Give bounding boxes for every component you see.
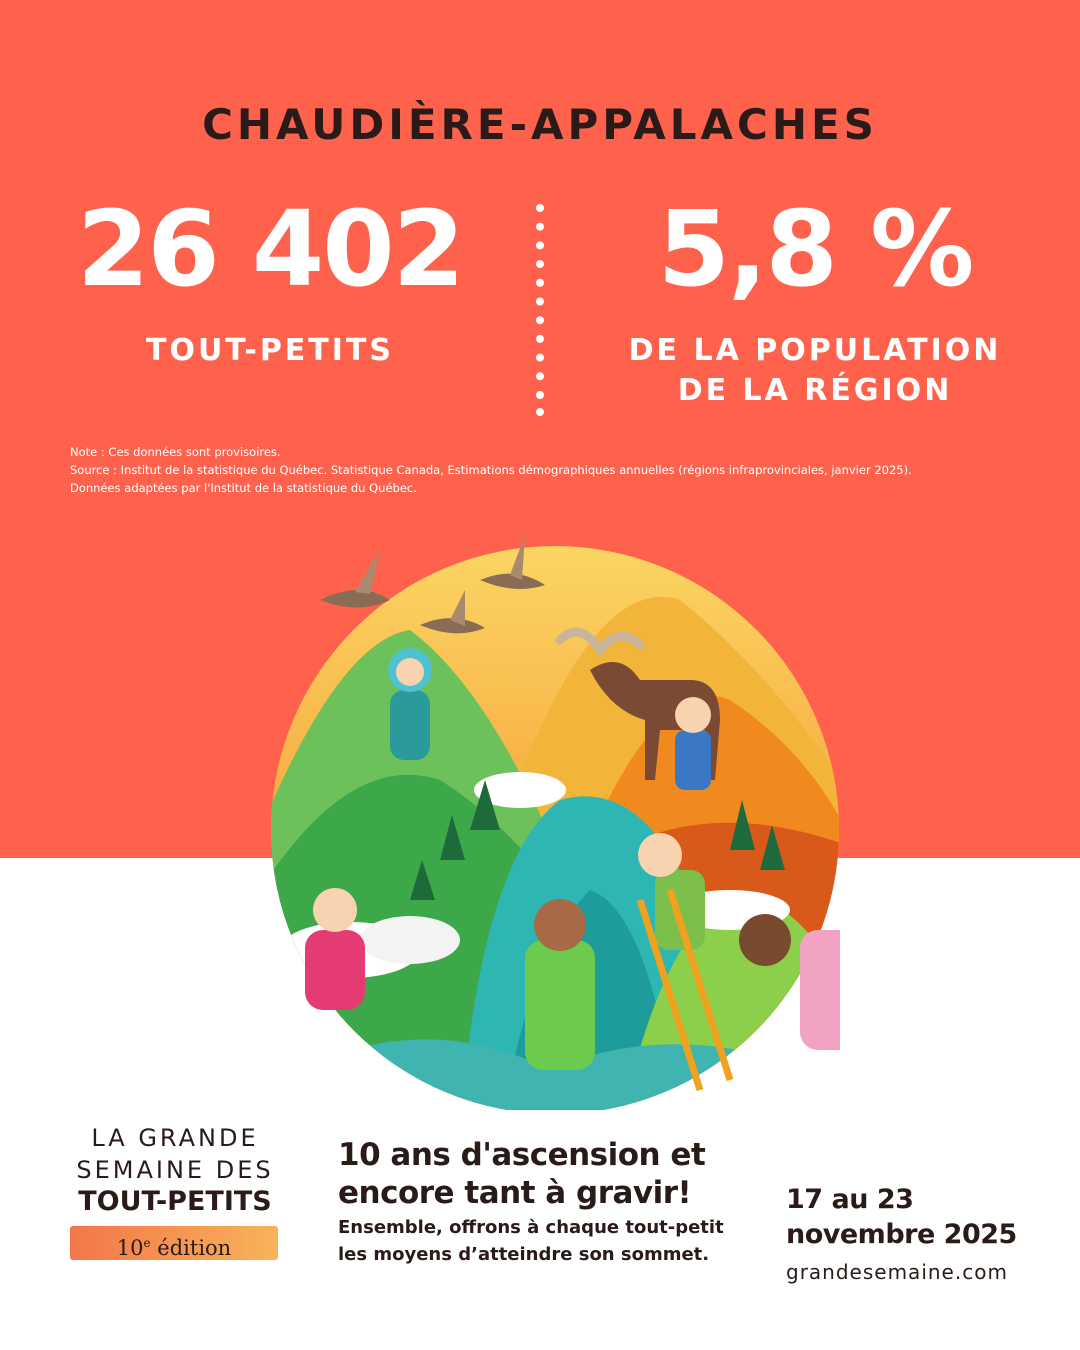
population-share-label-line2: DE LA RÉGION	[677, 373, 953, 408]
tagline-sub-line2: les moyens d’atteindre son sommet.	[338, 1244, 710, 1265]
children-count-value: 26 402	[76, 188, 464, 310]
edition-word: édition	[150, 1236, 232, 1260]
population-share-label-line1: DE LA POPULATION	[628, 333, 1002, 368]
tagline-title-line2: encore tant à gravir!	[338, 1175, 692, 1211]
dotted-divider	[536, 204, 544, 416]
brand-logo	[70, 1122, 280, 1260]
children-count-label: TOUT-PETITS	[145, 333, 394, 368]
edition-number: 10	[116, 1236, 144, 1260]
adaptation-line: Données adaptées par l'Institut de la statistique du Québec.	[70, 481, 417, 495]
brand-line-3: TOUT-PETITS	[78, 1186, 272, 1217]
event-details	[786, 1182, 1017, 1288]
event-date-line1: 17 au 23	[786, 1184, 914, 1215]
event-date-line2: novembre 2025	[786, 1219, 1017, 1250]
source-notes	[70, 443, 1030, 497]
tagline-sub-line1: Ensemble, offrons à chaque tout-petit	[338, 1217, 724, 1238]
website-link[interactable]: grandesemaine.com	[786, 1260, 1008, 1284]
paper-craft-mountain-children-moose-geese-illustration	[260, 530, 840, 1110]
brand-line-1: LA GRANDE	[91, 1124, 259, 1152]
brand-line-2: SEMAINE DES	[76, 1156, 274, 1184]
population-share-label	[590, 331, 1040, 411]
campaign-tagline	[338, 1136, 758, 1268]
region-title: CHAUDIÈRE-APPALACHES	[202, 100, 878, 149]
tagline-title-line1: 10 ans d'ascension et	[338, 1137, 706, 1173]
population-share-value: 5,8 %	[657, 188, 973, 310]
edition-suffix: e	[143, 1236, 151, 1250]
source-line: Source : Institut de la statistique du Québec. Statistique Canada, Estimations démographiques annuelles (régions infraprovinciales, janvier 2025).	[70, 463, 912, 477]
edition-badge	[70, 1226, 278, 1260]
note-line: Note : Ces données sont provisoires.	[70, 445, 281, 459]
